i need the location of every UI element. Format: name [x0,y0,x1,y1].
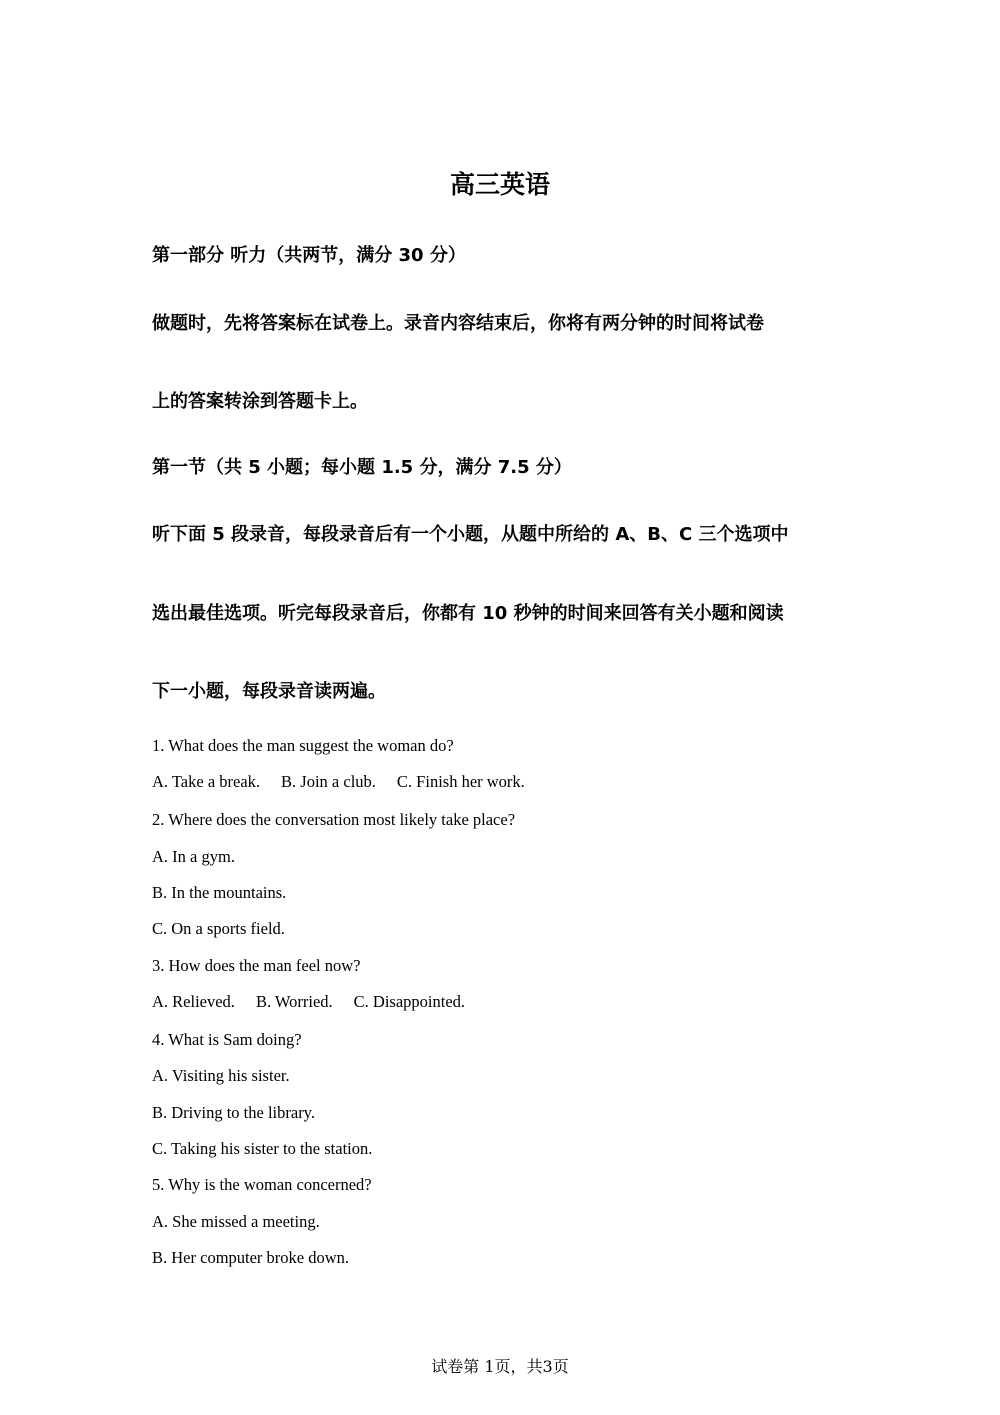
question-3-options [152,991,465,1013]
section1-instructions-line-3: 下一小题，每段录音读两遍。 [152,681,386,702]
instructions-line-2: 上的答案转涂到答题卡上。 [152,391,368,412]
question-5-stem: 5. Why is the woman concerned? [152,1175,372,1194]
question-2-option-a: A. In a gym. [152,847,235,866]
section1-instructions-line-2: 选出最佳选项。听完每段录音后，你都有 10 秒钟的时间来回答有关小题和阅读 [152,603,784,624]
question-1-option-c: C. Finish her work. [396,772,525,791]
question-3-option-a: A. Relieved. [152,992,235,1011]
part1-heading: 第一部分 听力（共两节，满分 30 分） [152,245,466,266]
question-1-options [152,771,525,793]
question-4-option-b: B. Driving to the library. [152,1103,315,1122]
question-1-option-a: A. Take a break. [152,772,261,791]
question-4-option-a: A. Visiting his sister. [152,1066,290,1085]
question-4-option-c: C. Taking his sister to the station. [152,1139,373,1158]
page-title: 高三英语 [449,170,550,199]
question-1-option-b: B. Join a club. [281,772,376,791]
question-3-option-c: C. Disappointed. [353,992,466,1011]
question-2-option-b: B. In the mountains. [152,883,287,902]
question-1-stem: 1. What does the man suggest the woman do? [152,736,454,755]
question-5-option-a: A. She missed a meeting. [152,1212,320,1231]
question-3-stem: 3. How does the man feel now? [152,956,361,975]
question-3-option-b: B. Worried. [255,992,333,1011]
question-2-stem: 2. Where does the conversation most likely take place? [152,810,516,829]
question-4-stem: 4. What is Sam doing? [152,1030,302,1049]
section1-instructions-line-1: 听下面 5 段录音，每段录音后有一个小题，从题中所给的 A、B、C 三个选项中 [152,524,789,545]
question-5-option-b: B. Her computer broke down. [152,1248,350,1267]
question-2-option-c: C. On a sports field. [152,919,285,938]
instructions-line-1: 做题时，先将答案标在试卷上。录音内容结束后，你将有两分钟的时间将试卷 [152,313,764,334]
section1-heading: 第一节（共 5 小题；每小题 1.5 分，满分 7.5 分） [152,457,572,478]
page-footer: 试卷第 1页，共3页 [431,1357,569,1376]
